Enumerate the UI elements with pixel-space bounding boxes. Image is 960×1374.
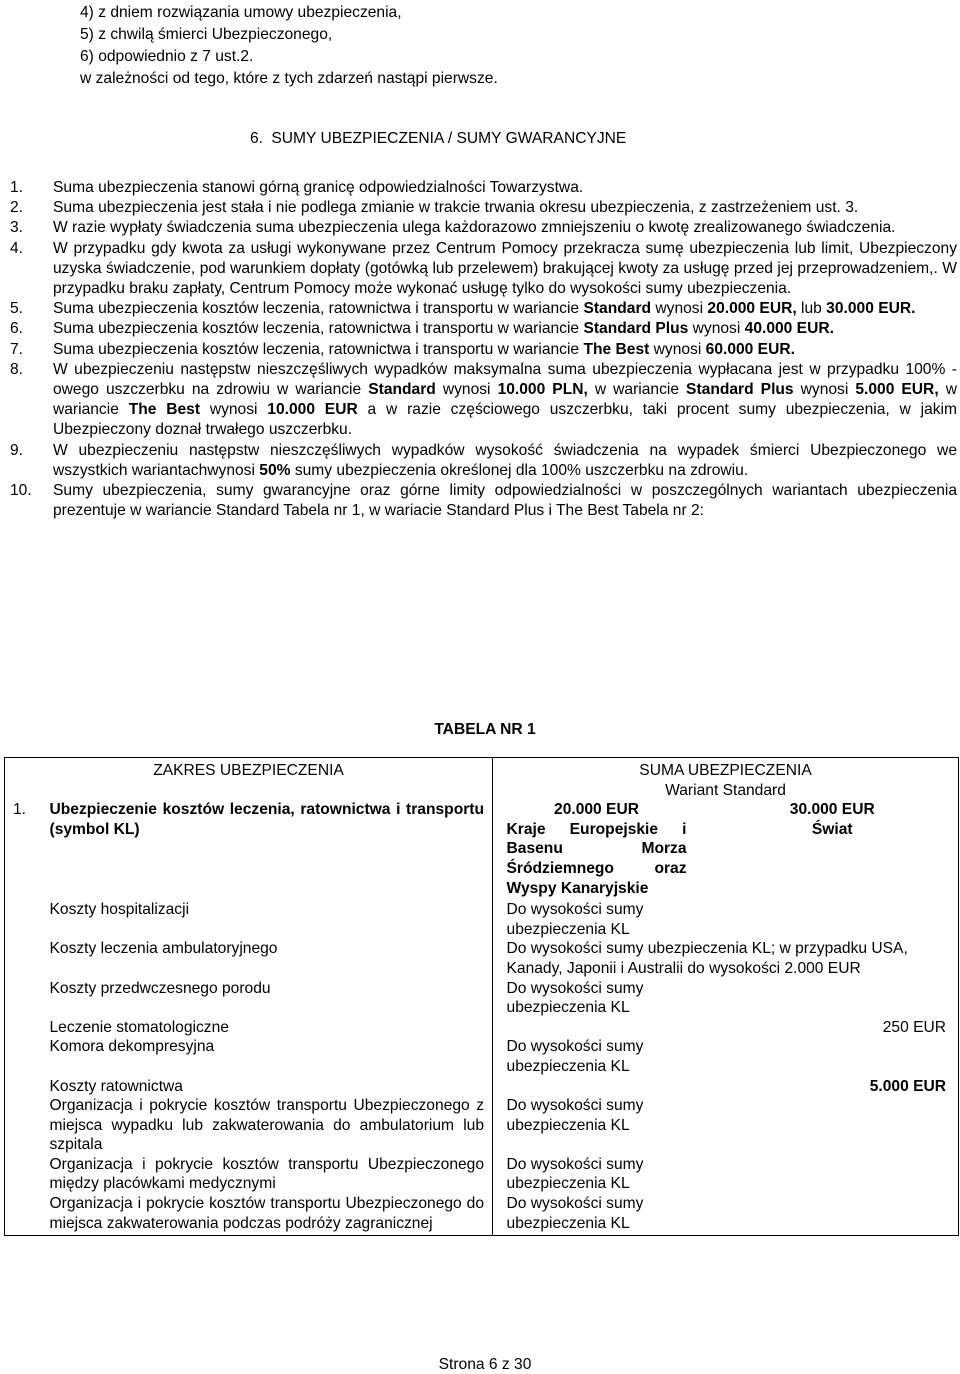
amount: 20.000 EUR xyxy=(554,801,639,819)
bold-run: The Best xyxy=(583,340,650,358)
point-number: 6. xyxy=(10,320,24,338)
bold-run: 30.000 EUR. xyxy=(826,300,916,318)
bold-run: 50% xyxy=(259,461,291,479)
bold-run: Standard Plus xyxy=(686,381,794,399)
numbered-points xyxy=(10,178,960,521)
empty-cell xyxy=(493,939,507,978)
point-item xyxy=(10,441,960,481)
table-row xyxy=(5,781,959,801)
empty-cell xyxy=(5,939,50,978)
point-text xyxy=(53,441,957,481)
region: Świat xyxy=(811,820,853,838)
bold-run: 20.000 EUR, xyxy=(707,300,797,318)
header-sum: SUMA UBEZPIECZENIA xyxy=(493,758,959,781)
table-row xyxy=(5,939,959,978)
text-run: wynosi xyxy=(688,320,745,338)
point-number: 9. xyxy=(10,441,24,459)
value-text: Do wysokości sumy ubezpieczenia KL xyxy=(506,901,644,938)
text-run: Suma ubezpieczenia kosztów leczenia, ratownictwa i transportu w wariancie xyxy=(53,340,584,358)
row-value xyxy=(507,898,959,939)
point-item xyxy=(10,299,960,319)
point-item xyxy=(10,178,960,198)
text-run: wynosi xyxy=(200,401,268,419)
bold-run: Standard xyxy=(583,300,652,318)
text-run: sumy ubezpieczenia określonej dla 100% uszczerbku na zdrowiu. xyxy=(290,461,749,479)
point-number: 3. xyxy=(10,219,24,237)
insurance-table xyxy=(4,757,959,1236)
empty-cell xyxy=(493,1018,507,1038)
empty-cell xyxy=(493,1077,507,1097)
bold-run: 10.000 EUR xyxy=(267,401,358,419)
table-title: TABELA NR 1 xyxy=(434,721,536,738)
row-value xyxy=(507,1096,959,1155)
text-run: a w razie częściowego uszczerbku, taki procent sumy ubezpieczenia, w jakim Ubezpieczony doznał trwałego uszczerbku. xyxy=(53,401,958,439)
list-item: 6) odpowiednio z 7 ust.2. xyxy=(80,48,254,65)
row-label: Koszty ratownictwa xyxy=(50,1077,493,1097)
row-right-value: 250 EUR xyxy=(507,1018,959,1038)
empty-cell xyxy=(5,1077,50,1097)
table-row xyxy=(5,979,959,1018)
empty-cell xyxy=(5,1018,50,1038)
text-run: wynosi xyxy=(649,340,706,358)
point-text: W razie wypłaty świadczenia suma ubezpieczenia ulega każdorazowo zmniejszeniu o kwotę zrealizowanego świadczenia. xyxy=(53,219,896,237)
bold-run: 5.000 EUR, xyxy=(855,381,939,399)
empty-cell xyxy=(493,1096,507,1155)
row-label: Ubezpieczenie kosztów leczenia, ratownictwa i transportu (symbol KL) xyxy=(50,800,493,898)
point-text: Suma ubezpieczenia jest stała i nie podlega zmianie w trakcie trwania okresu ubezpieczenia, z zastrzeżeniem ust. 3. xyxy=(53,199,859,217)
table-row xyxy=(5,1037,959,1076)
section-heading xyxy=(250,128,626,150)
point-item xyxy=(10,340,960,360)
bold-run: The Best xyxy=(128,401,201,419)
table-row xyxy=(5,898,959,939)
text-run: w wariancie xyxy=(53,381,957,419)
point-item xyxy=(10,360,960,441)
list-item: w zależności od tego, które z tych zdarzeń nastąpi pierwsze. xyxy=(80,70,498,87)
text-run: lub xyxy=(796,300,827,318)
value-text: Do wysokości sumy ubezpieczenia KL xyxy=(506,1155,644,1193)
row-value xyxy=(507,1037,959,1076)
point-item xyxy=(10,239,960,300)
row-label: Koszty leczenia ambulatoryjnego xyxy=(50,939,493,978)
point-text xyxy=(53,340,957,360)
value-text: Do wysokości sumy ubezpieczenia KL xyxy=(506,1195,644,1232)
header-variant: Wariant Standard xyxy=(493,781,959,801)
table-row xyxy=(5,1077,959,1097)
text-run: w wariancie xyxy=(587,381,687,399)
row-value xyxy=(507,1155,959,1194)
point-text xyxy=(53,319,957,339)
point-number: 8. xyxy=(10,360,24,378)
variant-a xyxy=(507,800,707,898)
bold-run: 40.000 EUR. xyxy=(744,320,834,338)
table-header-row xyxy=(5,758,959,781)
empty-cell xyxy=(493,898,507,939)
region: Kraje Europejskie i Basenu Morza Śródziemnego oraz Wyspy Kanaryjskie xyxy=(506,820,687,897)
empty-cell xyxy=(493,800,507,898)
point-text xyxy=(53,360,957,441)
point-number: 7. xyxy=(10,340,24,358)
empty-cell xyxy=(5,979,50,1018)
text-run: wynosi xyxy=(651,300,708,318)
row-label: Organizacja i pokrycie kosztów transportu Ubezpieczonego z miejsca wypadku lub zakwaterowania do ambulatorium lub szpitala xyxy=(50,1096,493,1155)
section-title: SUMY UBEZPIECZENIA / SUMY GWARANCYJNE xyxy=(271,130,627,147)
empty-cell xyxy=(5,1194,50,1236)
point-number: 4. xyxy=(10,239,24,257)
empty-cell xyxy=(5,1037,50,1076)
row-right-value: 5.000 EUR xyxy=(507,1077,959,1097)
page-footer: Strona 6 z 30 xyxy=(438,1356,532,1373)
table-row xyxy=(5,1194,959,1236)
bold-run: 10.000 PLN, xyxy=(497,381,588,399)
text-run: wynosi xyxy=(435,381,498,399)
row-label: Organizacja i pokrycie kosztów transportu Ubezpieczonego do miejsca zakwaterowania podczas podróży zagranicznej xyxy=(50,1194,493,1236)
value-text: Do wysokości sumy ubezpieczenia KL; w przypadku USA, Kanady, Japonii i Australii do wysokości 2.000 EUR xyxy=(506,940,908,977)
table-row xyxy=(5,800,959,898)
list-item: 4) z dniem rozwiązania umowy ubezpieczenia, xyxy=(80,4,402,21)
bold-run: 60.000 EUR. xyxy=(705,340,795,358)
row-value xyxy=(507,939,959,978)
empty-cell xyxy=(5,1155,50,1194)
empty-cell xyxy=(5,1096,50,1155)
table-row xyxy=(5,1096,959,1155)
empty-cell xyxy=(493,979,507,1018)
amount: 30.000 EUR xyxy=(789,801,875,819)
empty-cell xyxy=(5,781,493,801)
row-label: Komora dekompresyjna xyxy=(50,1037,493,1076)
row-label: Koszty przedwczesnego porodu xyxy=(50,979,493,1018)
point-number: 1. xyxy=(10,179,24,196)
bold-run: Standard Plus xyxy=(583,320,689,338)
row-label: Koszty hospitalizacji xyxy=(50,898,493,939)
point-text: Sumy ubezpieczenia, sumy gwarancyjne oraz górne limity odpowiedzialności w poszczególnych wariantach ubezpieczenia prezentuje w wariancie Standard Tabela nr 1, w wariacie Standard Plus i The Best Tabela nr 2: xyxy=(53,482,957,520)
variant-b xyxy=(707,800,959,898)
empty-cell xyxy=(493,1155,507,1194)
empty-cell xyxy=(493,1194,507,1236)
row-value xyxy=(507,979,959,1018)
value-text: Do wysokości sumy ubezpieczenia KL xyxy=(506,1038,644,1075)
empty-cell xyxy=(5,898,50,939)
point-number: 2. xyxy=(10,199,24,217)
row-number: 1. xyxy=(5,800,50,898)
point-text: W przypadku gdy kwota za usługi wykonywane przez Centrum Pomocy przekracza sumę ubezpieczenia lub limit, Ubezpieczony uzyska świadczenie, pod warunkiem dopłaty (gotówką lub przelewem) brakującej kwoty za usługę przed jej przeprowadzeniem,. W przypadku braku zapłaty, Centrum Pomocy może wykonać usługę tylko do wysokości sumy ubezpieczenia. xyxy=(53,239,957,298)
value-text: Do wysokości sumy ubezpieczenia KL xyxy=(506,1097,644,1134)
row-label: Leczenie stomatologiczne xyxy=(50,1018,493,1038)
list-item: 5) z chwilą śmierci Ubezpieczonego, xyxy=(80,26,333,43)
section-number: 6. xyxy=(250,130,264,147)
point-number: 5. xyxy=(10,300,24,318)
text-run: Suma ubezpieczenia kosztów leczenia, ratownictwa i transportu w wariancie xyxy=(53,300,584,318)
row-label: Organizacja i pokrycie kosztów transportu Ubezpieczonego między placówkami medycznymi xyxy=(50,1155,493,1194)
text-run: Suma ubezpieczenia kosztów leczenia, ratownictwa i transportu w wariancie xyxy=(53,320,584,338)
point-text xyxy=(53,299,957,319)
point-text: Suma ubezpieczenia stanowi górną granicę odpowiedzialności Towarzystwa. xyxy=(53,179,584,196)
empty-cell xyxy=(493,1037,507,1076)
header-scope: ZAKRES UBEZPIECZENIA xyxy=(5,758,493,781)
row-value xyxy=(507,1194,959,1236)
text-run: W ubezpieczeniu następstw nieszczęśliwych wypadków wysokość świadczenia na wypadek śmierci Ubezpieczonego we wszystkich wariantachwynosi xyxy=(53,441,957,479)
table-row xyxy=(5,1018,959,1038)
point-item xyxy=(10,319,960,339)
text-run: W ubezpieczeniu następstw nieszczęśliwych wypadków maksymalna suma ubezpieczenia wypłacana jest w przypadku 100% - owego uszczerbku na zdrowiu w wariancie xyxy=(53,360,957,399)
table-row xyxy=(5,1155,959,1194)
value-text: Do wysokości sumy ubezpieczenia KL xyxy=(506,979,644,1017)
point-number: 10. xyxy=(10,482,32,500)
top-list xyxy=(80,2,498,90)
point-item xyxy=(10,481,960,521)
point-item xyxy=(10,198,960,218)
text-run: wynosi xyxy=(793,381,856,399)
bold-run: Standard xyxy=(368,381,436,399)
point-item xyxy=(10,218,960,238)
